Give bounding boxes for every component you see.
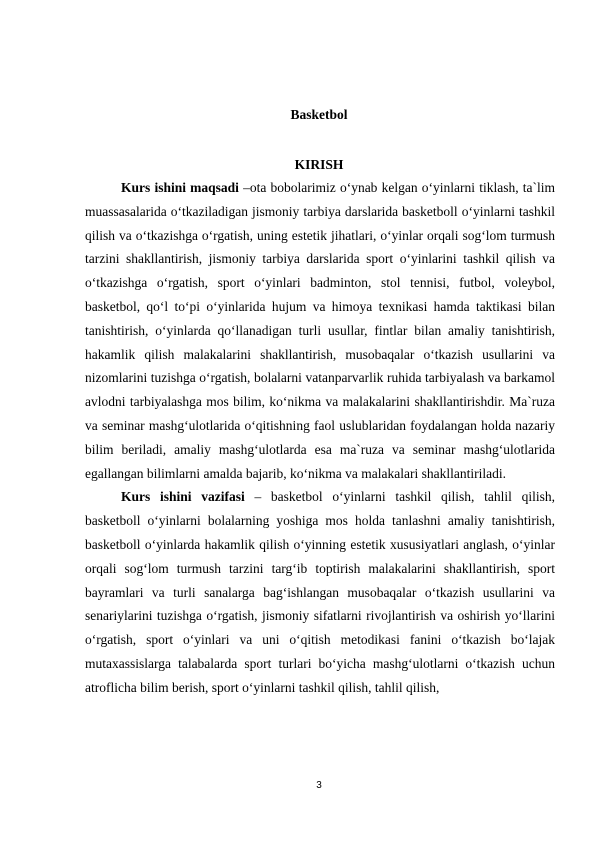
document-title: Basketbol bbox=[290, 107, 348, 122]
paragraph-lead: Kurs ishini maqsadi bbox=[121, 180, 239, 195]
body-text bbox=[85, 176, 555, 700]
page-number: 3 bbox=[316, 780, 322, 791]
section-heading: KIRISH bbox=[294, 157, 344, 172]
paragraph-text: –ota bobolarimiz o‘ynab kelgan o‘yinlarni tiklash, ta`lim muassasalarida o‘tkaziladigan jismoniy tarbiya darslarida basketboll o‘yinlarni tashkil qilish va o‘tkazishga o‘rgatish, uning estetik jihatlari, o‘yinlar orqali sog‘lom turmush tarzini shakllantirish, jismoniy tarbiya darslarida sport o‘yinlarini tashkil qilish va o‘tkazishga o‘rgatish, sport o‘yinlari badminton, stol tennisi, futbol, voleybol, basketbol, qo‘l to‘pi o‘yinlarida hujum va himoya texnikasi hamda taktikasi bilan tanishtirish, o‘yinlarda qo‘llanadigan turli usullar, fintlar bilan amaliy tanishtirish, hakamlik qilish malakalarini shakllantirish, musobaqalar o‘tkazish usullarini va nizomlarini tuzishga o‘rgatish, bolalarni vatanparvarlik ruhida tarbiyalash va barkamol avlodni tarbiyalashga mos bilim, ko‘nikma va malakalarini shakllantirishdir. Ma`ruza va seminar mashg‘ulotlarida o‘qitishning faol uslublaridan foydalangan holda nazariy bilim beriladi, amaliy mashg‘ulotlarda esa ma`ruza va seminar mashg‘ulotlarida egallangan bilimlarni amalda bajarib, ko‘nikma va malakalari shakllantiriladi. bbox=[85, 180, 556, 481]
paragraph-lead: Kurs ishini vazifasi bbox=[121, 489, 245, 505]
paragraph-goal bbox=[85, 176, 555, 485]
paragraph-task bbox=[85, 485, 555, 699]
paragraph-text: – basketbol o‘yinlarni tashkil qilish, tahlil qilish, basketboll o‘yinlarni bolalarning yoshiga mos holda tanlashni amaliy tanishtirish, basketboll o‘yinlarda hakamlik qilish o‘yinning estetik xususiyatlari anglash, o‘yinlar orqali sog‘lom turmush tarzini targ‘ib toptirish malakalarini shakllantirish, sport bayramlari va turli sanalarga bag‘ishlangan musobaqalar o‘tkazish usullarini va senariylarini tuzishga o‘rgatish, jismoniy sifatlarni rivojlantirish va oshirish yo‘llarini o‘rgatish, sport o‘yinlari va uni o‘qitish metodikasi fanini o‘tkazish bo‘lajak mutaxassislarga talabalarda sport turlari bo‘yicha mashg‘ulotlarni o‘tkazish uchun atroflicha bilim berish, sport o‘yinlarni tashkil qilish, tahlil qilish, bbox=[85, 489, 555, 695]
